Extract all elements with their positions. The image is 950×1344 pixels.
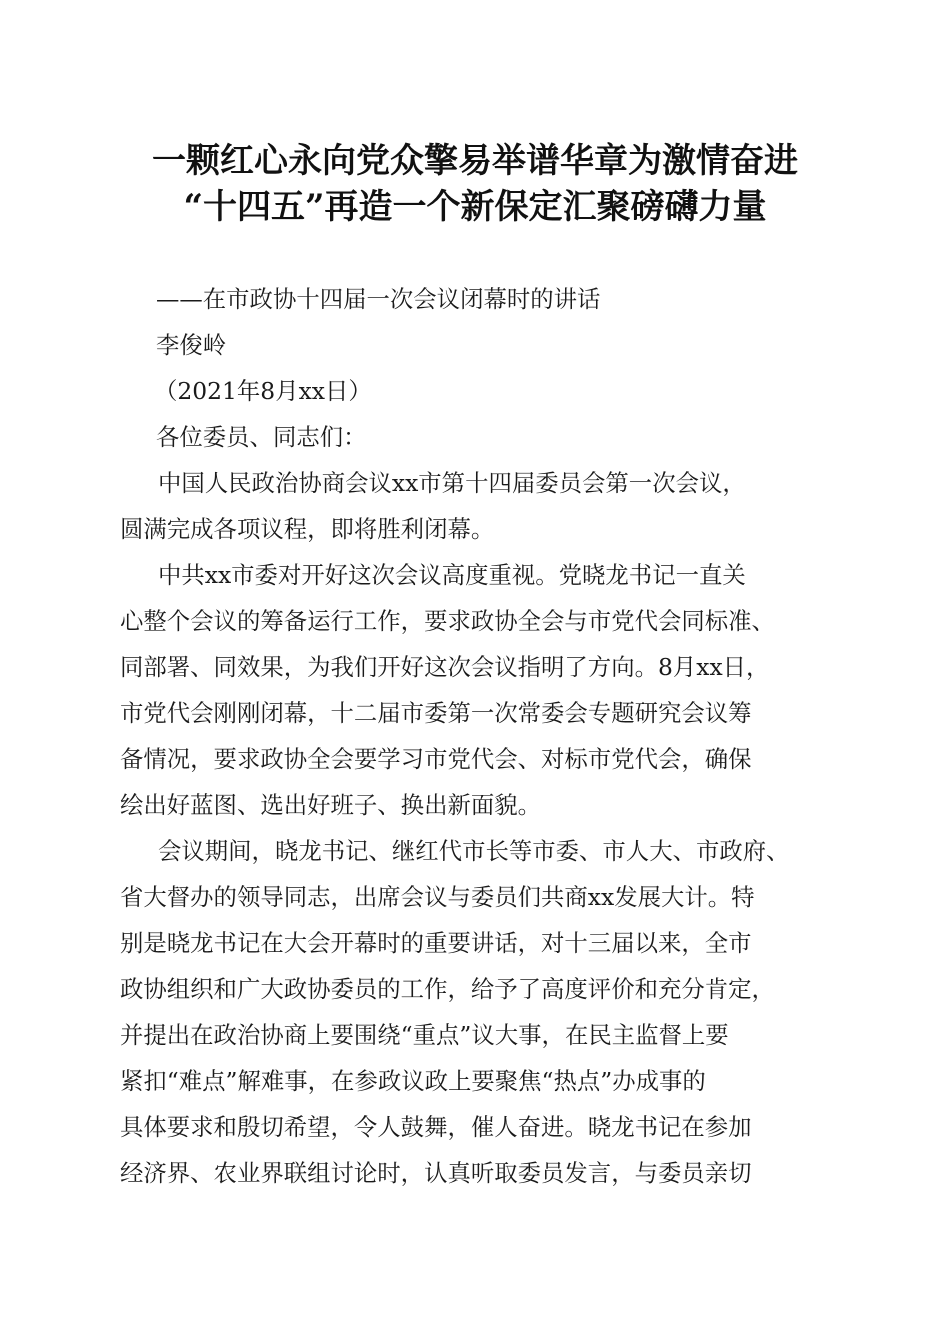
- paragraph-2: [120, 552, 840, 828]
- paragraph-line: 别是晓龙书记在大会开幕时的重要讲话，对十三届以来，全市: [120, 929, 752, 957]
- salutation: 各位委员、同志们：: [156, 423, 367, 451]
- paragraph-line: 具体要求和殷切希望，令人鼓舞，催人奋进。晓龙书记在参加: [120, 1113, 752, 1141]
- paragraph-1: [120, 460, 840, 552]
- paragraph-line: 中国人民政治协商会议xx市第十四届委员会第一次会议，: [158, 469, 746, 497]
- paragraph-line: 市党代会刚刚闭幕，十二届市委第一次常委会专题研究会议筹: [120, 699, 752, 727]
- paragraph-line: 同部署、同效果，为我们开好这次会议指明了方向。8月xx日，: [120, 653, 770, 681]
- paragraph-line: 心整个会议的筹备运行工作，要求政协全会与市党代会同标准、: [120, 607, 775, 635]
- paragraph-line: 绘出好蓝图、选出好班子、换出新面貌。: [120, 791, 542, 819]
- title-line-1: 一颗红心永向党众擎易举谱华章为激情奋进: [152, 141, 798, 181]
- paragraph-line: 备情况，要求政协全会要学习市党代会、对标市党代会，确保: [120, 745, 752, 773]
- paragraph-line: 政协组织和广大政协委员的工作，给予了高度评价和充分肯定，: [120, 975, 775, 1003]
- paragraph-line: 中共xx市委对开好这次会议高度重视。党晓龙书记一直关: [158, 561, 746, 589]
- date: （2021年8月xx日）: [154, 377, 372, 405]
- paragraph-line: 经济界、农业界联组讨论时，认真听取委员发言，与委员亲切: [120, 1159, 752, 1187]
- paragraph-line: 省大督办的领导同志，出席会议与委员们共商xx发展大计。特: [120, 883, 755, 911]
- paragraph-line: 圆满完成各项议程，即将胜利闭幕。: [120, 515, 495, 543]
- author: 李俊岭: [156, 331, 227, 359]
- paragraph-line: 会议期间，晓龙书记、继红代市长等市委、市人大、市政府、: [158, 837, 790, 865]
- paragraph-line: 并提出在政治协商上要围绕“重点”议大事，在民主监督上要: [120, 1021, 729, 1049]
- title-line-2: “十四五”再造一个新保定汇聚磅礴力量: [183, 187, 767, 227]
- paragraph-line: 紧扣“难点”解难事，在参政议政上要聚焦“热点”办成事的: [120, 1067, 706, 1095]
- subtitle: ——在市政协十四届一次会议闭幕时的讲话: [156, 285, 601, 313]
- paragraph-3: [120, 828, 840, 1196]
- document-body: [120, 276, 840, 1196]
